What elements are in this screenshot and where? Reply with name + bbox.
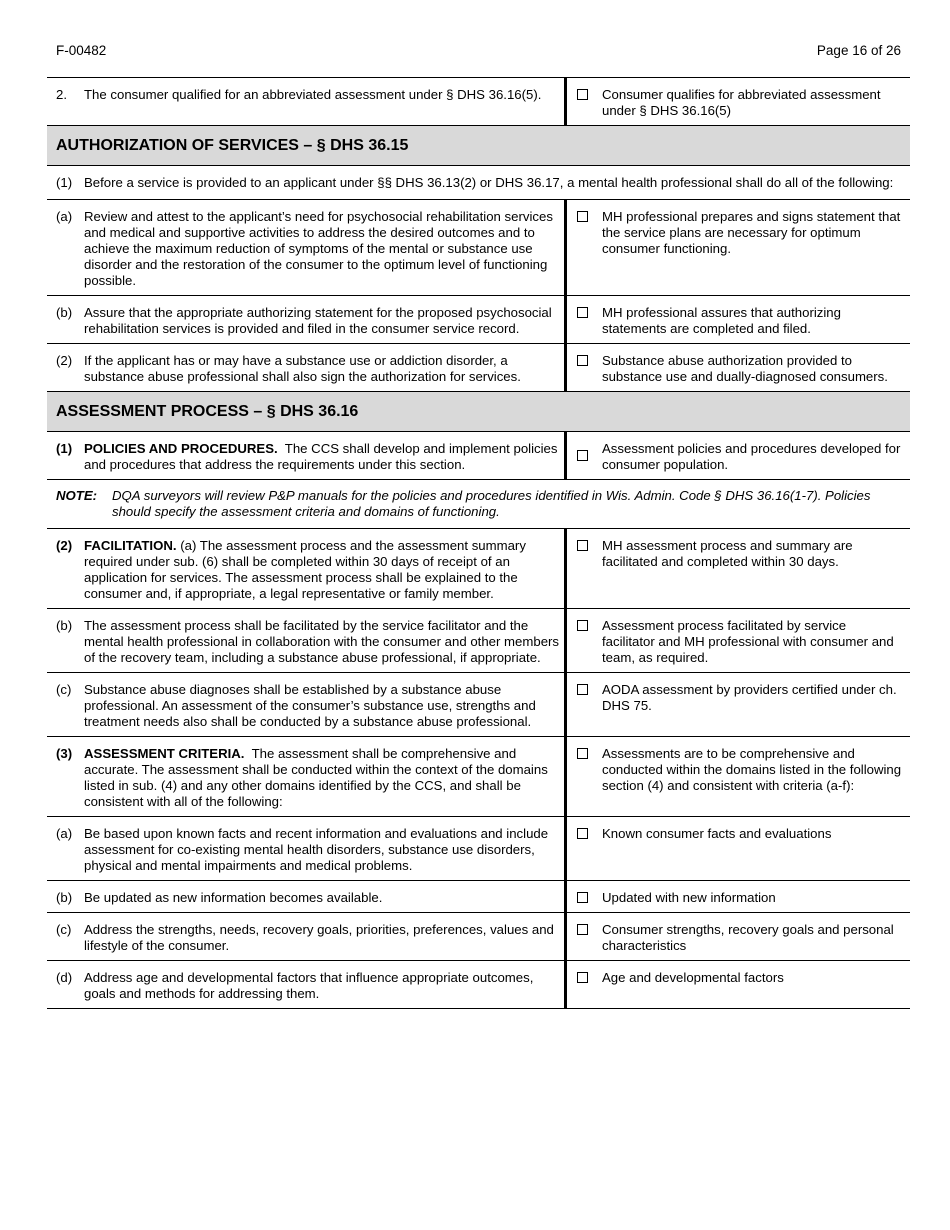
item-text: Known consumer facts and evaluations [602,826,832,841]
item-text: The consumer qualified for an abbreviated assessment under § DHS 36.16(5). [84,87,542,102]
checkbox[interactable] [577,89,588,100]
item-number: (c) [56,922,72,937]
section-title-assessment: ASSESSMENT PROCESS – § DHS 36.16 [47,392,910,432]
checkbox[interactable] [577,748,588,759]
table-row [47,961,910,1009]
item-text: Before a service is provided to an applicant under §§ DHS 36.13(2) or DHS 36.17, a mental health professional shall do all of the following: [84,175,894,190]
item-text: Address age and developmental factors that influence appropriate outcomes, goals and methods for addressing them. [84,970,534,1001]
form-id: F-00482 [56,43,107,58]
table-row [47,913,910,961]
item-text: AODA assessment by providers certified under ch. DHS 75. [602,682,897,713]
item-text: Be based upon known facts and recent information and evaluations and include assessment for co-existing mental health disorders, substance use disorders, physical and mental impairments and medical problems. [84,826,549,873]
compliance-table [47,77,910,1009]
checkbox[interactable] [577,924,588,935]
item-number [56,538,84,602]
checkbox[interactable] [577,540,588,551]
item-number: (1) [56,175,73,190]
item-heading: (3) [56,746,73,761]
checkbox[interactable] [577,972,588,983]
item-text: If the applicant has or may have a substance use or addiction disorder, a substance abuse professional shall also sign the authorization for services. [84,353,521,384]
item-text: FACILITATION. (a) The assessment process and the assessment summary required under sub. (6) shall be completed within 30 days of receipt of an application for services. The assessment process shall be explained to the consumer and, if appropriate, a legal representative or family member. [84,538,526,601]
item-heading: (1) [56,441,73,456]
item-number: (b) [56,890,73,905]
checkbox[interactable] [577,450,588,461]
item-number: 2. [56,87,67,102]
item-text: Review and attest to the applicant’s need for psychosocial rehabilitation services and medical and supportive activities to address the desired outcomes and to achieve the maximum reduction of symptoms of the mental or substance use disorder and the restoration of the consumer to the optimum level of functioning possible. [84,209,553,288]
table-row [47,737,910,817]
item-number [56,746,84,810]
item-text: Consumer qualifies for abbreviated assessment under § DHS 36.16(5) [602,87,881,118]
item-text: MH professional prepares and signs statement that the service plans are necessary for optimum consumer functioning. [602,209,901,256]
item-number: (b) [56,618,73,633]
table-row [47,673,910,737]
item-text: Updated with new information [602,890,776,905]
item-text: MH professional assures that authorizing statements are completed and filed. [602,305,841,336]
item-number: (a) [56,826,73,841]
section-title-authorization: AUTHORIZATION OF SERVICES – § DHS 36.15 [47,126,910,166]
table-row [47,817,910,881]
table-row [47,77,910,126]
item-number: (2) [56,353,73,368]
checkbox[interactable] [577,684,588,695]
checkbox[interactable] [577,828,588,839]
item-text: Assessments are to be comprehensive and conducted within the domains listed in the following section (4) and consistent with criteria (a-f): [602,746,902,793]
surveyor-note: NOTE: DQA surveyors will review P&P manuals for the policies and procedures identified in Wis. Admin. Code § DHS 36.16(1-7). Policies should specify the assessment criteria and domains of functioning. [47,480,910,529]
checkbox[interactable] [577,307,588,318]
checkbox[interactable] [577,355,588,366]
item-text: Age and developmental factors [602,970,784,985]
item-text: Assure that the appropriate authorizing statement for the proposed psychosocial rehabilitation services is provided and filed in the consumer service record. [84,305,552,336]
item-text: Address the strengths, needs, recovery goals, priorities, preferences, values and lifestyle of the consumer. [84,922,554,953]
item-text: ASSESSMENT CRITERIA. The assessment shall be comprehensive and accurate. The assessment shall be conducted within the context of the domains listed in sub. (4) and any other domains identified by the CCS, and shall be consistent with all of the following: [84,746,548,809]
table-row [47,432,910,480]
page-number: Page 16 of 26 [816,43,901,58]
item-number: (d) [56,970,73,985]
table-row [47,529,910,609]
item-text: POLICIES AND PROCEDURES. The CCS shall develop and implement policies and procedures that address the requirements under this section. [84,441,558,472]
item-text: Consumer strengths, recovery goals and personal characteristics [602,922,894,953]
item-text: Assessment policies and procedures developed for consumer population. [602,441,901,472]
table-row [47,881,910,913]
table-row [47,609,910,673]
item-number: (b) [56,305,73,320]
item-text: Substance abuse diagnoses shall be established by a substance abuse professional. An assessment of the consumer’s substance use, strengths and treatment needs also shall be conducted by a substance abuse professional. [84,682,536,729]
item-number: (c) [56,682,72,697]
item-heading: FACILITATION. [84,538,177,553]
table-row [47,296,910,344]
table-row [47,344,910,392]
checkbox[interactable] [577,892,588,903]
table-row [47,200,910,296]
item-number [56,441,84,473]
item-number: (a) [56,209,73,224]
item-text: The assessment process shall be facilitated by the service facilitator and the mental health professional in collaboration with the consumer and other members of the recovery team, including a substance abuse professional, if appropriate. [84,618,560,665]
item-heading: ASSESSMENT CRITERIA. [84,746,245,761]
checkbox[interactable] [577,620,588,631]
item-text: DQA surveyors will review P&P manuals for the policies and procedures identified in Wis. Admin. Code § DHS 36.16(1-7). Policies should specify the assessment criteria and domains of functioning. [112,488,871,519]
authorization-intro [47,166,910,200]
item-text: Substance abuse authorization provided to substance use and dually-diagnosed consumers. [602,353,888,384]
item-heading: POLICIES AND PROCEDURES. [84,441,278,456]
item-text: Be updated as new information becomes available. [84,890,383,905]
item-text: MH assessment process and summary are facilitated and completed within 30 days. [602,538,853,569]
item-heading: (2) [56,538,73,553]
checkbox[interactable] [577,211,588,222]
item-text: Assessment process facilitated by service facilitator and MH professional with consumer and team, as required. [602,618,894,665]
